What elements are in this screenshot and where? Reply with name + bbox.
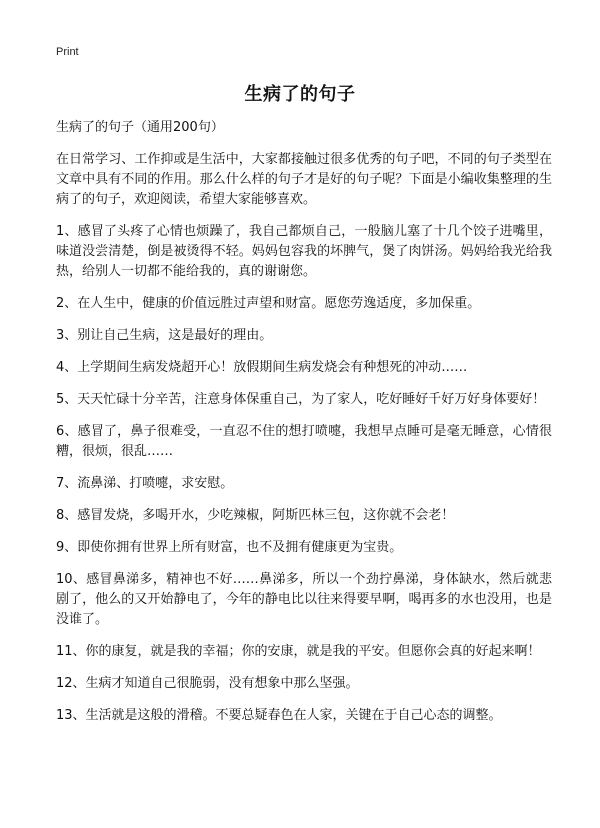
- list-item: 4、上学期间生病发烧超开心！放假期间生病发烧会有种想死的冲动……: [56, 360, 468, 375]
- document-subtitle: 生病了的句子（通用200句）: [56, 120, 224, 135]
- list-item: 3、别让自己生病，这是最好的理由。: [56, 328, 273, 343]
- list-item: 8、感冒发烧，多喝开水，少吃辣椒，阿斯匹林三包，这你就不会老！: [56, 508, 455, 523]
- list-item: 2、在人生中，健康的价值远胜过声望和财富。愿您劳逸适度，多加保重。: [56, 296, 481, 311]
- list-item: 7、流鼻涕、打喷嚏，求安慰。: [56, 476, 234, 491]
- intro-paragraph: 在日常学习、工作抑或是生活中，大家都接触过很多优秀的句子吧，不同的句子类型在文章中具有不同的作用。那么什么样的句子才是好的句子呢？下面是小编收集整理的生病了的句子，欢迎阅读，希望大家能够喜欢。: [56, 152, 552, 207]
- list-item: 5、天天忙碌十分辛苦，注意身体保重自己，为了家人，吃好睡好千好万好身体要好！: [56, 392, 546, 407]
- list-item: 6、感冒了，鼻子很难受，一直忍不住的想打喷嚏，我想早点睡可是毫无睡意，心情很糟，很烦，很乱……: [56, 424, 552, 459]
- list-item: 10、感冒鼻涕多，精神也不好……鼻涕多，所以一个劲拧鼻涕，身体缺水，然后就悲剧了，他么的又开始静电了，今年的静电比以往来得要早啊，喝再多的水也没用，也是没谁了。: [56, 572, 552, 627]
- list-item: 1、感冒了头疼了心情也烦躁了，我自己都烦自己，一般脑儿塞了十几个饺子进嘴里，味道没尝清楚，倒是被烫得不轻。妈妈包容我的坏脾气，煲了肉饼汤。妈妈给我光给我热，给别人一切都不能给我的，真的谢谢您。: [56, 224, 552, 279]
- list-item: 9、即使你拥有世界上所有财富，也不及拥有健康更为宝贵。: [56, 540, 403, 555]
- list-item: 11、你的康复，就是我的幸福；你的安康，就是我的平安。但愿你会真的好起来啊！: [56, 644, 541, 659]
- page-title: 生病了的句子: [244, 84, 356, 105]
- list-item: 12、生病才知道自己很脆弱，没有想象中那么坚强。: [56, 676, 359, 691]
- print-link[interactable]: Print: [56, 46, 79, 58]
- list-item: 13、生活就是这般的滑稽。不要总疑春色在人家，关键在于自己心态的调整。: [56, 708, 502, 723]
- document-body: [56, 118, 552, 738]
